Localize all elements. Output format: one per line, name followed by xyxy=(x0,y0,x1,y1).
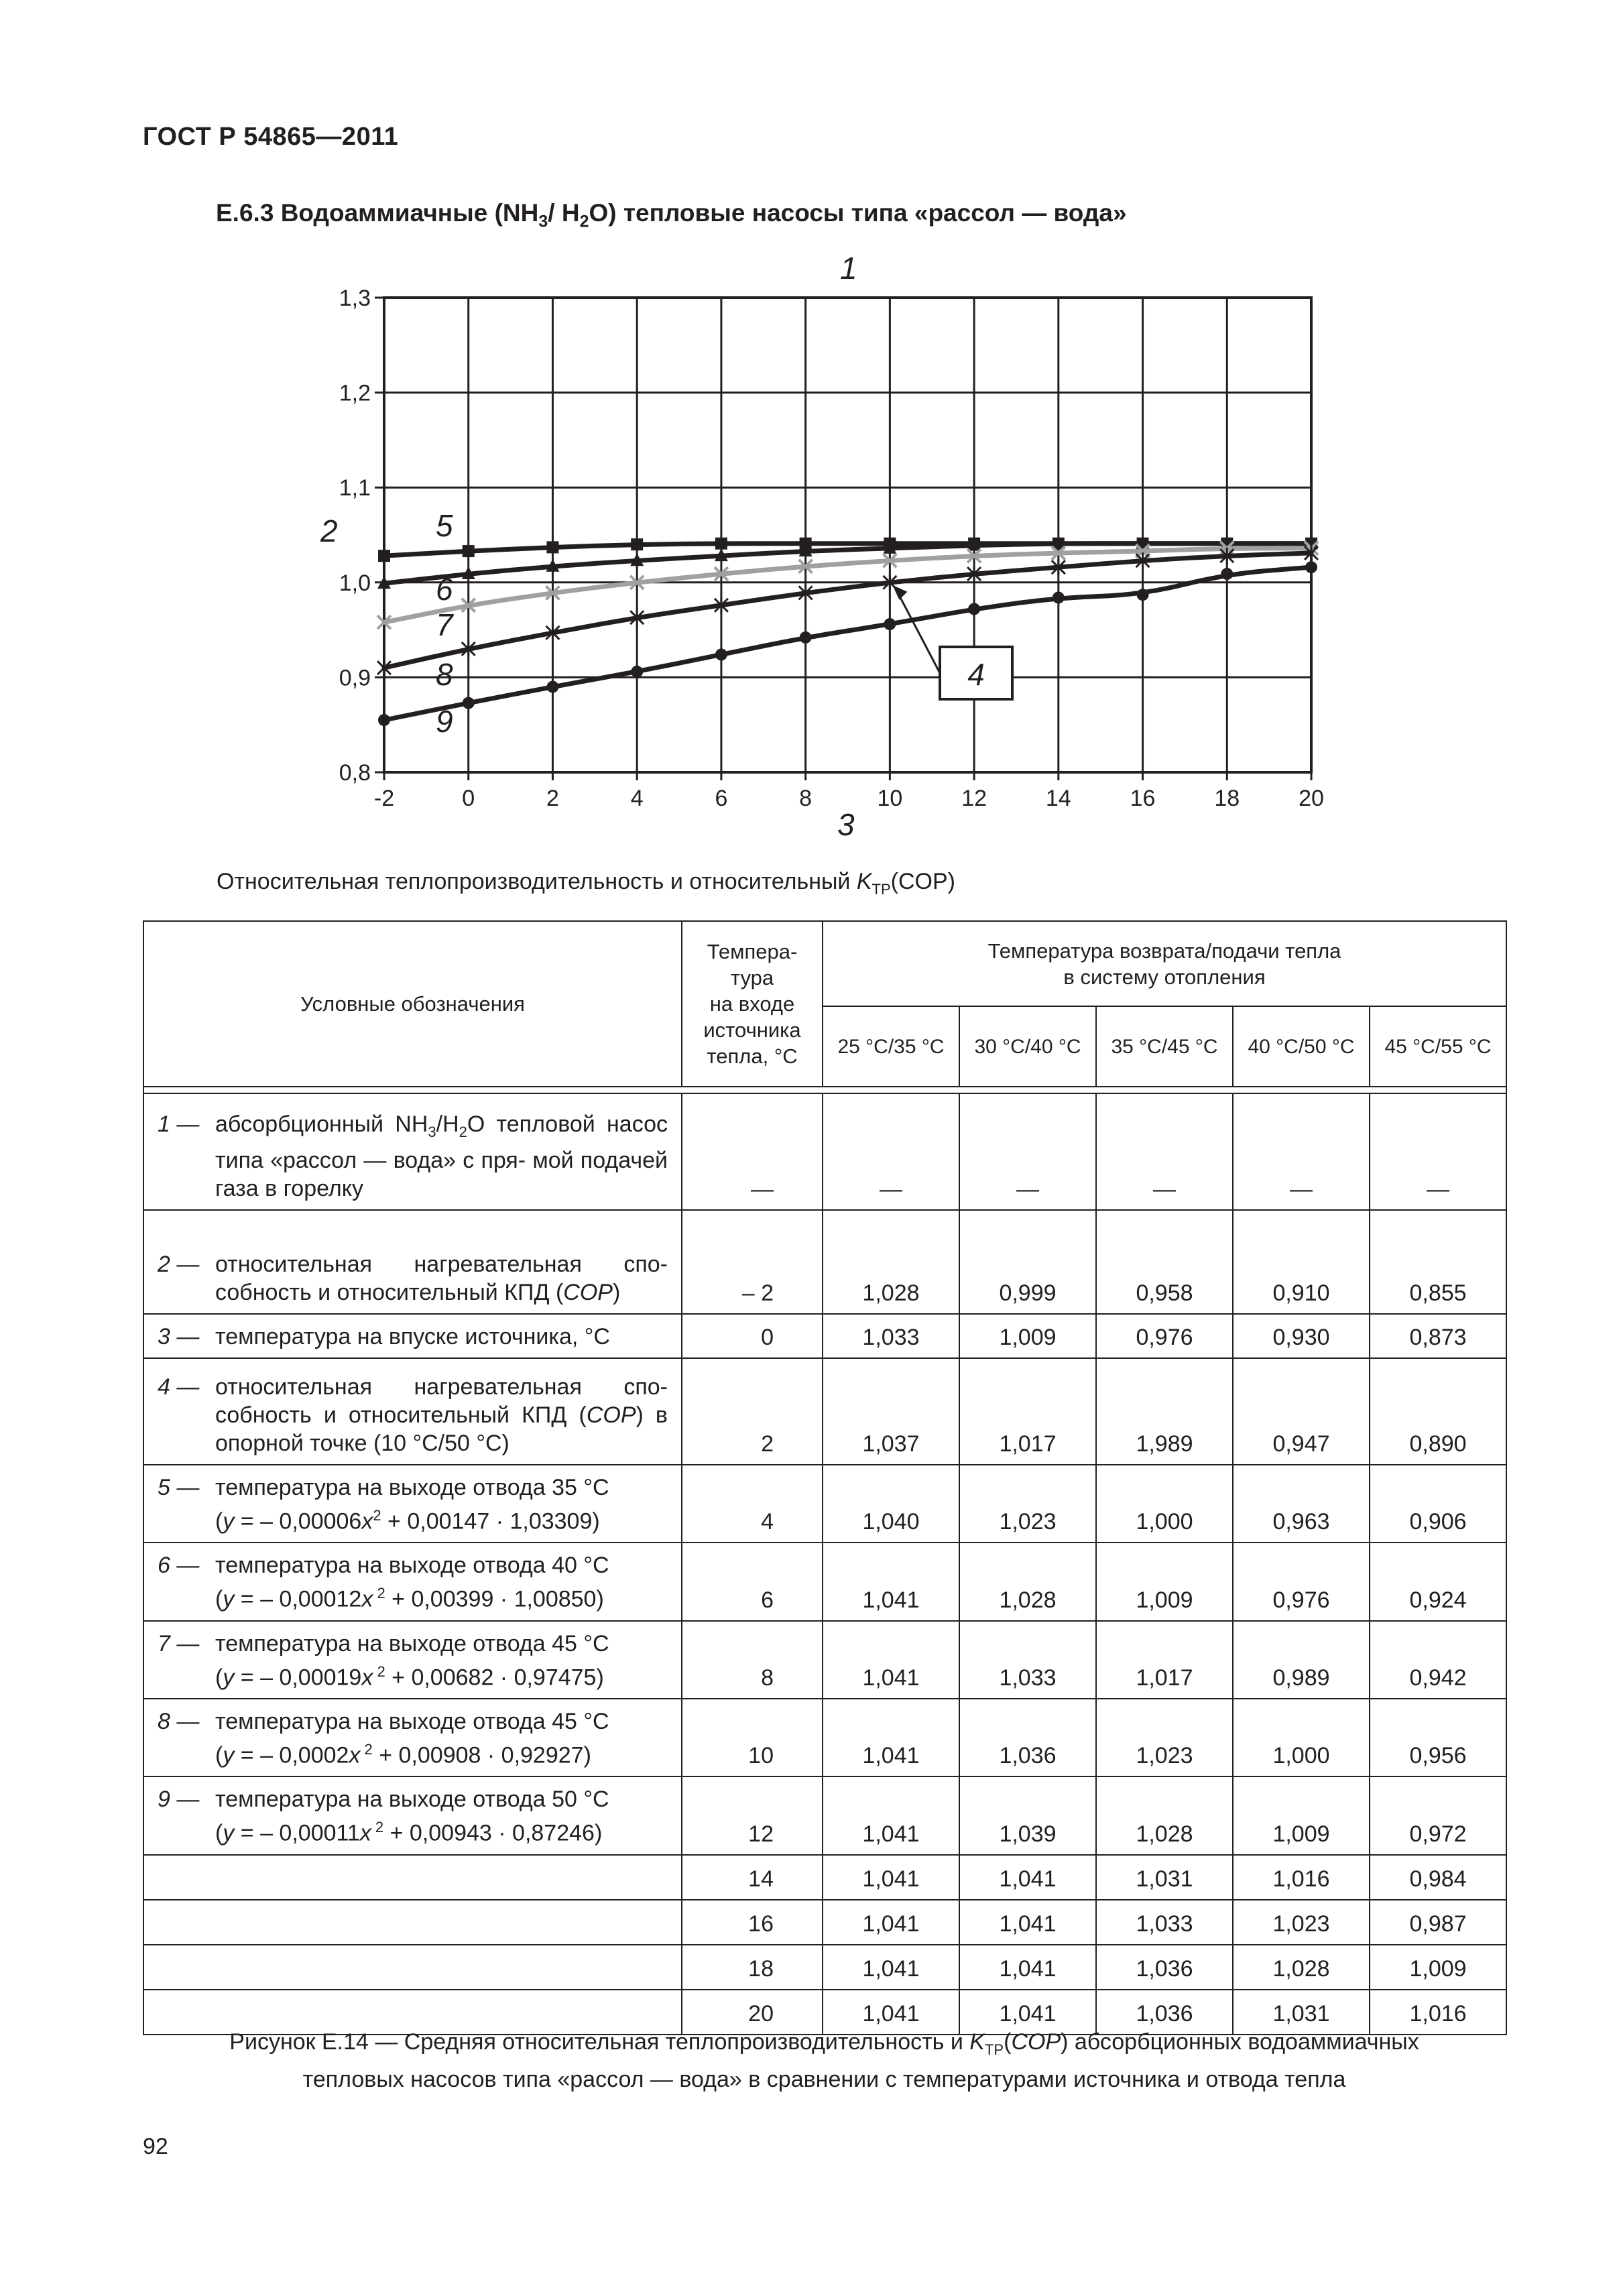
x-tick-label: 0 xyxy=(462,786,475,811)
figure-caption-text: Рисунок Е.14 — Средняя относительная теплопроизводительность и xyxy=(229,2029,970,2055)
figure-caption-text: ( xyxy=(1004,2029,1012,2055)
header-source-temp-line: Темпера- xyxy=(707,940,798,963)
x-tick-label: -2 xyxy=(373,786,395,811)
legend-italic: x xyxy=(361,1664,373,1690)
table-row xyxy=(143,1621,1506,1699)
value-cell: — xyxy=(1096,1093,1233,1210)
value-cell: 1,017 xyxy=(959,1358,1096,1465)
source-temp-cell: 14 xyxy=(682,1855,823,1900)
data-point-square xyxy=(631,538,643,550)
value-cell: 1,009 xyxy=(1096,1543,1233,1620)
legend-superscript: 2 xyxy=(373,1663,385,1680)
header-group xyxy=(823,921,1506,1006)
legend-key: 7 — xyxy=(158,1630,200,1656)
legend-key: 2 — xyxy=(158,1252,200,1277)
value-cell: 1,040 xyxy=(823,1465,959,1543)
legend-italic: COP xyxy=(586,1402,636,1428)
value-cell: 1,036 xyxy=(1096,1990,1233,2035)
source-temp-cell: 6 xyxy=(682,1543,823,1620)
legend-text: ( xyxy=(555,1280,564,1305)
value-cell: 1,041 xyxy=(959,1990,1096,2035)
data-point-square xyxy=(546,541,558,553)
legend-item-3 xyxy=(143,1314,682,1358)
table-row xyxy=(143,1465,1506,1543)
header-source-temp-line: тепла, °С xyxy=(707,1044,798,1068)
legend-italic: y xyxy=(223,1508,235,1534)
source-temp-cell: 0 xyxy=(682,1314,823,1358)
value-cell: 1,041 xyxy=(823,1900,959,1945)
data-point-dot xyxy=(715,648,727,660)
value-cell: 1,041 xyxy=(823,1776,959,1854)
value-cell: 0,956 xyxy=(1370,1699,1506,1776)
x-tick-label: 18 xyxy=(1214,786,1240,811)
source-temp-cell: 10 xyxy=(682,1699,823,1776)
value-cell: 1,036 xyxy=(959,1699,1096,1776)
data-point-dot xyxy=(378,714,390,726)
legend-text: = – 0,00006 xyxy=(234,1508,362,1534)
legend-item-5 xyxy=(143,1465,682,1543)
value-cell: 0,924 xyxy=(1370,1543,1506,1620)
source-temp-cell: 20 xyxy=(682,1990,823,2035)
chart-caption-text: Относительная теплопроизводительность и относительный xyxy=(217,869,857,894)
header-col-25-35: 25 °С/35 °С xyxy=(823,1006,959,1087)
data-point-square xyxy=(715,538,727,550)
legend-text: ) в опорной точке (10 °С/50 °С) xyxy=(215,1402,668,1456)
section-title-part: Водоаммиачные (NH xyxy=(280,199,539,227)
table-row xyxy=(143,1210,1506,1314)
legend-key: 5 — xyxy=(158,1475,200,1500)
data-point-dot xyxy=(1053,591,1065,603)
legend-item-1 xyxy=(143,1093,682,1210)
value-cell: 0,910 xyxy=(1233,1210,1370,1314)
chart-series xyxy=(377,536,1318,726)
legend-subscript: 3 xyxy=(428,1124,436,1140)
header-col-30-40: 30 °С/40 °С xyxy=(959,1006,1096,1087)
series-label: 8 xyxy=(436,657,453,692)
header-col-45-55: 45 °С/55 °С xyxy=(1370,1006,1506,1087)
value-cell: 1,023 xyxy=(959,1465,1096,1543)
value-cell: 0,930 xyxy=(1233,1314,1370,1358)
source-temp-cell: — xyxy=(682,1093,823,1210)
legend-text: ( xyxy=(215,1508,223,1534)
legend-superscript: 2 xyxy=(373,1585,385,1602)
legend-italic: y xyxy=(223,1664,235,1690)
data-point-dot xyxy=(463,697,475,709)
header-source-temp-line: тура xyxy=(730,966,774,989)
value-cell: — xyxy=(823,1093,959,1210)
value-cell: 1,041 xyxy=(823,1855,959,1900)
value-cell: 1,041 xyxy=(823,1990,959,2035)
value-cell: 1,009 xyxy=(1370,1945,1506,1990)
legend-item-8 xyxy=(143,1699,682,1776)
table-row xyxy=(143,1699,1506,1776)
value-cell: 1,041 xyxy=(959,1855,1096,1900)
value-cell: 0,999 xyxy=(959,1210,1096,1314)
y-tick-label: 1,3 xyxy=(339,286,371,311)
header-group-line: Температура возврата/подачи тепла xyxy=(987,939,1341,963)
value-cell: 1,000 xyxy=(1233,1699,1370,1776)
legend-text: температура на выходе отвода 45 °С xyxy=(215,1708,609,1734)
legend-text: ( xyxy=(215,1664,223,1690)
value-cell: — xyxy=(1233,1093,1370,1210)
chart-caption xyxy=(217,869,955,898)
value-cell: 1,041 xyxy=(823,1945,959,1990)
legend-subscript: 2 xyxy=(459,1124,467,1140)
value-cell: 0,989 xyxy=(1233,1621,1370,1699)
legend-item-4 xyxy=(143,1358,682,1465)
figure-caption-line2: тепловых насосов типа «рассол — вода» в сравнении с температурами источника и отвода тепла xyxy=(302,2066,1346,2092)
chart-caption-k: K xyxy=(856,869,872,894)
data-point-dot xyxy=(1305,561,1317,573)
header-source-temp xyxy=(682,921,823,1087)
legend-key: 9 — xyxy=(158,1787,200,1813)
value-cell: 1,041 xyxy=(823,1543,959,1620)
data-point-dot xyxy=(1221,568,1233,580)
figure-caption-subscript: ТР xyxy=(984,2041,1004,2058)
x-tick-label: 4 xyxy=(630,786,644,811)
legend-superscript: 2 xyxy=(360,1740,373,1758)
data-point-dot xyxy=(800,631,812,644)
value-cell: 0,963 xyxy=(1233,1465,1370,1543)
figure-caption-text: ) абсорбционных водоаммиачных xyxy=(1061,2029,1419,2055)
legend-text: мой подачей газа в горелку xyxy=(215,1148,668,1201)
header-separator xyxy=(143,1087,1506,1093)
legend-text: собность и относительный КПД xyxy=(215,1402,567,1428)
section-title-subscript: 3 xyxy=(538,212,548,231)
table-row xyxy=(143,1314,1506,1358)
header-group-line: в систему отопления xyxy=(1063,965,1266,989)
value-cell: 1,023 xyxy=(1096,1699,1233,1776)
value-cell: 1,989 xyxy=(1096,1358,1233,1465)
table-row xyxy=(143,1945,1506,1990)
value-cell: 1,023 xyxy=(1233,1900,1370,1945)
value-cell: 0,873 xyxy=(1370,1314,1506,1358)
chart-grid xyxy=(375,298,1311,780)
y-tick-label: 0,8 xyxy=(339,760,371,786)
value-cell: 1,033 xyxy=(823,1314,959,1358)
x-tick-label: 2 xyxy=(546,786,559,811)
legend-text: абсорбционный NH xyxy=(215,1111,428,1138)
value-cell: 1,037 xyxy=(823,1358,959,1465)
data-point-dot xyxy=(968,603,980,615)
header-legend: Условные обозначения xyxy=(143,921,682,1087)
legend-italic: COP xyxy=(563,1280,613,1305)
value-cell: — xyxy=(959,1093,1096,1210)
figure-caption-italic: COP xyxy=(1011,2029,1061,2055)
series-line xyxy=(384,567,1311,720)
section-title-part: / H xyxy=(548,199,580,227)
value-cell: 1,028 xyxy=(823,1210,959,1314)
value-cell: 1,036 xyxy=(1096,1945,1233,1990)
header-col-35-45: 35 °С/45 °С xyxy=(1096,1006,1233,1087)
value-cell: 1,009 xyxy=(959,1314,1096,1358)
value-cell: 1,028 xyxy=(1096,1776,1233,1854)
value-cell: 1,017 xyxy=(1096,1621,1233,1699)
table-row xyxy=(143,1855,1506,1900)
source-temp-cell: – 2 xyxy=(682,1210,823,1314)
chart-caption-text: (COP) xyxy=(890,869,955,894)
legend-item-6 xyxy=(143,1543,682,1620)
legend-text: ( xyxy=(215,1820,223,1846)
section-number: Е.6.3 xyxy=(216,199,274,227)
legend-italic: y xyxy=(223,1742,235,1768)
x-tick-label: 20 xyxy=(1299,786,1324,811)
legend-text: + 0,00682 · 0,97475) xyxy=(385,1664,604,1690)
legend-superscript: 2 xyxy=(373,1507,381,1524)
y-tick-label: 1,2 xyxy=(339,380,371,406)
legend-item-2 xyxy=(143,1210,682,1314)
legend-empty-cell xyxy=(143,1900,682,1945)
value-cell: 1,039 xyxy=(959,1776,1096,1854)
legend-text: = – 0,00012 xyxy=(234,1586,362,1612)
x-tick-label: 10 xyxy=(877,786,903,811)
value-cell: 1,028 xyxy=(959,1543,1096,1620)
value-cell: 0,947 xyxy=(1233,1358,1370,1465)
source-temp-cell: 12 xyxy=(682,1776,823,1854)
table-row xyxy=(143,1900,1506,1945)
value-cell: 0,976 xyxy=(1233,1543,1370,1620)
value-cell: 0,906 xyxy=(1370,1465,1506,1543)
data-point-dot xyxy=(884,618,896,630)
legend-text: температура на выходе отвода 50 °С xyxy=(215,1787,609,1813)
legend-empty-cell xyxy=(143,1855,682,1900)
value-cell: 0,984 xyxy=(1370,1855,1506,1900)
table-row xyxy=(143,1093,1506,1210)
legend-empty-cell xyxy=(143,1945,682,1990)
legend-item-7 xyxy=(143,1621,682,1699)
value-cell: 0,890 xyxy=(1370,1358,1506,1465)
section-title-subscript: 2 xyxy=(579,212,589,231)
legend-italic: x xyxy=(361,1508,373,1534)
callout-label-1: 1 xyxy=(840,251,857,286)
legend-text: = – 0,00011 xyxy=(234,1820,360,1846)
legend-text: ( xyxy=(215,1742,223,1768)
table-row xyxy=(143,1358,1506,1465)
legend-text: /H xyxy=(436,1111,459,1138)
legend-text: + 0,00147 · 1,03309) xyxy=(381,1508,600,1534)
value-cell: 0,958 xyxy=(1096,1210,1233,1314)
source-temp-cell: 16 xyxy=(682,1900,823,1945)
section-title-part: O) тепловые насосы типа «рассол — вода» xyxy=(589,199,1127,227)
value-cell: 0,972 xyxy=(1370,1776,1506,1854)
legend-text: температура на выходе отвода 35 °С xyxy=(215,1475,609,1500)
data-point-square xyxy=(378,550,390,562)
figure-caption-k: K xyxy=(969,2029,985,2055)
source-temp-cell: 8 xyxy=(682,1621,823,1699)
table-row xyxy=(143,1543,1506,1620)
value-cell: 0,976 xyxy=(1096,1314,1233,1358)
source-temp-cell: 2 xyxy=(682,1358,823,1465)
series-label: 9 xyxy=(436,704,453,739)
value-cell: 1,041 xyxy=(823,1621,959,1699)
legend-italic: x xyxy=(361,1586,373,1612)
data-point-square xyxy=(463,545,475,557)
x-tick-label: 16 xyxy=(1130,786,1156,811)
header-source-temp-line: источника xyxy=(703,1018,801,1042)
source-temp-cell: 4 xyxy=(682,1465,823,1543)
data-point-dot xyxy=(546,681,558,693)
figure-caption xyxy=(143,2027,1506,2094)
chart-caption-subscript: ТР xyxy=(871,880,891,898)
value-cell: 1,041 xyxy=(959,1945,1096,1990)
value-cell: 1,016 xyxy=(1370,1990,1506,2035)
legend-text: температура на выходе отвода 40 °С xyxy=(215,1553,609,1579)
data-table xyxy=(143,920,1507,2035)
series-label: 5 xyxy=(436,508,453,543)
legend-text: = – 0,00019 xyxy=(234,1664,362,1690)
value-cell: 1,031 xyxy=(1233,1990,1370,2035)
source-temp-cell: 18 xyxy=(682,1945,823,1990)
legend-italic: x xyxy=(349,1742,361,1768)
legend-item-9 xyxy=(143,1776,682,1854)
legend-italic: x xyxy=(359,1820,371,1846)
x-tick-label: 6 xyxy=(715,786,728,811)
value-cell: 1,041 xyxy=(959,1900,1096,1945)
y-tick-label: 0,9 xyxy=(339,665,371,691)
callout-label-3: 3 xyxy=(837,807,855,842)
value-cell: 1,033 xyxy=(1096,1900,1233,1945)
page-number: 92 xyxy=(143,2134,168,2159)
legend-italic: y xyxy=(223,1586,235,1612)
legend-key: 6 — xyxy=(158,1553,200,1579)
x-tick-label: 14 xyxy=(1045,786,1071,811)
legend-text: + 0,00943 · 0,87246) xyxy=(383,1820,603,1846)
series-label: 6 xyxy=(436,572,453,607)
header-source-temp-line: на входе xyxy=(709,992,795,1016)
legend-key: 4 — xyxy=(158,1374,200,1400)
legend-text: температура на впуске источника, °С xyxy=(215,1324,610,1349)
value-cell: 0,855 xyxy=(1370,1210,1506,1314)
y-tick-label: 1,1 xyxy=(339,475,371,501)
legend-text: ( xyxy=(215,1586,223,1612)
value-cell: 0,987 xyxy=(1370,1900,1506,1945)
legend-superscript: 2 xyxy=(371,1819,384,1836)
legend-text: ) xyxy=(612,1280,621,1305)
value-cell: — xyxy=(1370,1093,1506,1210)
value-cell: 1,041 xyxy=(823,1699,959,1776)
callout-arrowhead xyxy=(892,585,907,600)
table-row xyxy=(143,1776,1506,1854)
callout-leader-line xyxy=(895,588,940,673)
plot-frame xyxy=(384,298,1311,772)
value-cell: 1,028 xyxy=(1233,1945,1370,1990)
value-cell: 1,031 xyxy=(1096,1855,1233,1900)
line-chart xyxy=(0,0,1623,858)
x-tick-label: 12 xyxy=(961,786,987,811)
header-col-40-50: 40 °С/50 °С xyxy=(1233,1006,1370,1087)
data-point-dot xyxy=(1137,589,1149,601)
legend-text: относительная нагревательная спо- xyxy=(215,1252,668,1277)
callout-label-2: 2 xyxy=(320,513,338,548)
data-point-dot xyxy=(631,666,643,678)
legend-text: температура на выходе отвода 45 °С xyxy=(215,1630,609,1656)
value-cell: 1,000 xyxy=(1096,1465,1233,1543)
legend-text: + 0,00399 · 1,00850) xyxy=(385,1586,604,1612)
value-cell: 1,009 xyxy=(1233,1776,1370,1854)
legend-text: + 0,00908 · 0,92927) xyxy=(372,1742,591,1768)
legend-text: ( xyxy=(579,1402,587,1428)
x-tick-label: 8 xyxy=(799,786,813,811)
series-label: 7 xyxy=(436,607,453,642)
y-tick-label: 1,0 xyxy=(339,570,371,596)
legend-key: 8 — xyxy=(158,1708,200,1734)
document-header: ГОСТ Р 54865—2011 xyxy=(143,123,399,151)
legend-italic: y xyxy=(223,1820,235,1846)
value-cell: 1,016 xyxy=(1233,1855,1370,1900)
legend-text: относительная нагревательная спо- xyxy=(215,1374,668,1400)
value-cell: 0,942 xyxy=(1370,1621,1506,1699)
legend-text: O тепловой насос типа «рассол — вода» с пря- xyxy=(215,1111,668,1173)
value-cell: 1,033 xyxy=(959,1621,1096,1699)
legend-text: = – 0,0002 xyxy=(234,1742,349,1768)
legend-text: собность и относительный КПД xyxy=(215,1280,550,1305)
callout-label-4: 4 xyxy=(967,657,985,692)
legend-key: 3 — xyxy=(158,1324,200,1349)
legend-key: 1 — xyxy=(158,1111,200,1138)
